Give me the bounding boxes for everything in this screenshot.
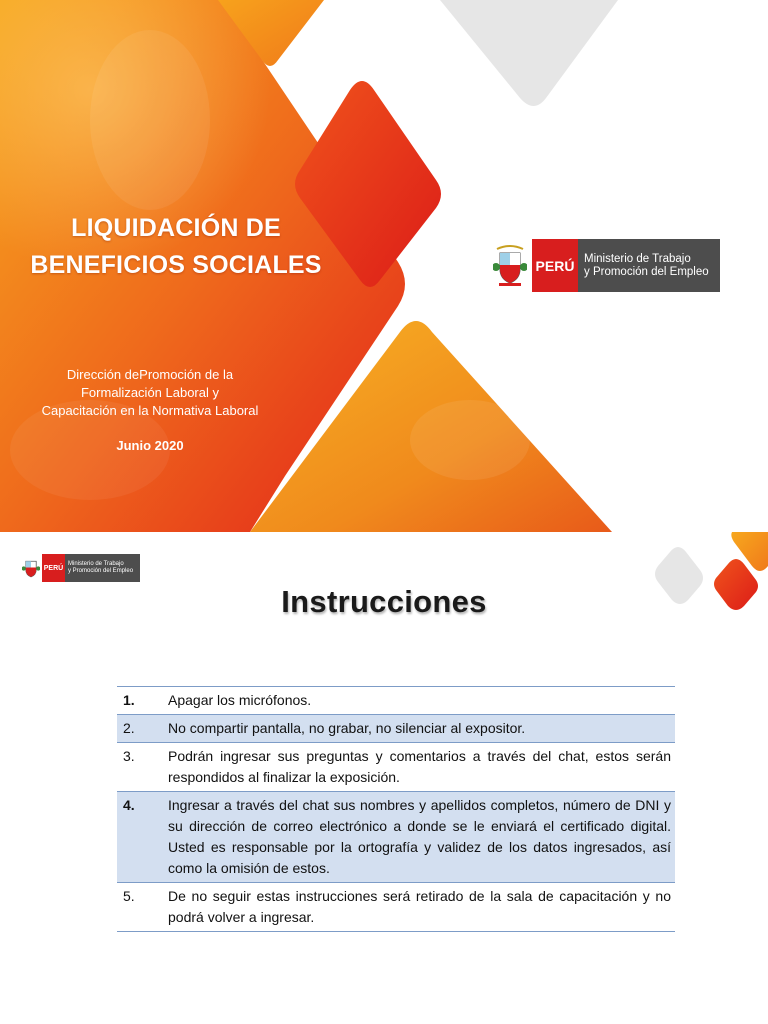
instruction-text: Apagar los micrófonos. [168, 692, 312, 708]
ministry-name [65, 554, 140, 582]
ministry-name [578, 239, 720, 292]
presentation-title [0, 210, 352, 284]
presentation-subtitle [0, 366, 300, 420]
peru-label: PERÚ [532, 239, 578, 292]
peru-coat-of-arms-icon [20, 554, 42, 582]
ministry-line-1: Ministerio de Trabajo [68, 561, 124, 567]
instructions-table [117, 686, 675, 932]
instruction-text: No compartir pantalla, no grabar, no silenciar al expositor. [168, 715, 675, 743]
instruction-row [117, 715, 675, 743]
subtitle-line-2: Formalización Laboral y [80, 385, 219, 400]
subtitle-line-3: Capacitación en la Normativa Laboral [41, 403, 259, 418]
instruction-row [117, 883, 675, 932]
ministry-line-2: y Promoción del Empleo [584, 265, 709, 278]
instruction-text: Podrán ingresar sus preguntas y comentarios a través del chat, estos serán respondidos al finalizar la exposición. [168, 748, 671, 785]
instruction-number: 4. [117, 792, 168, 883]
instruction-number: 5. [123, 888, 135, 904]
ministry-line-2: y Promoción del Empleo [68, 568, 134, 574]
instruction-row [117, 687, 675, 715]
title-line-2: BENEFICIOS SOCIALES [30, 251, 322, 279]
title-line-1: LIQUIDACIÓN DE [71, 214, 281, 242]
ministry-line-1: Ministerio de Trabajo [584, 252, 691, 265]
ministry-logo-small [20, 554, 140, 582]
instruction-row [117, 743, 675, 792]
peru-label: PERÚ [42, 554, 65, 582]
ministry-logo [488, 239, 720, 292]
peru-coat-of-arms-icon [488, 239, 532, 292]
instruction-text: Ingresar a través del chat sus nombres y apellidos completos, número de DNI y su dirección de correo electrónico a donde se le enviará el certificado digital. Usted es responsable por la ortografía y validez de los datos ingresados, así como la omisión de estos. [168, 792, 675, 883]
slide-title: Instrucciones [281, 584, 487, 619]
instruction-number: 2. [117, 715, 168, 743]
instruction-row [117, 792, 675, 883]
instruction-number: 3. [123, 748, 135, 764]
instruction-text: De no seguir estas instrucciones será retirado de la sala de capacitación y no podrá volver a ingresar. [168, 888, 671, 925]
subtitle-line-1: Dirección dePromoción de la [66, 367, 234, 382]
presentation-date: Junio 2020 [116, 438, 184, 453]
instruction-number: 1. [123, 692, 135, 708]
instructions-slide [0, 532, 768, 1024]
